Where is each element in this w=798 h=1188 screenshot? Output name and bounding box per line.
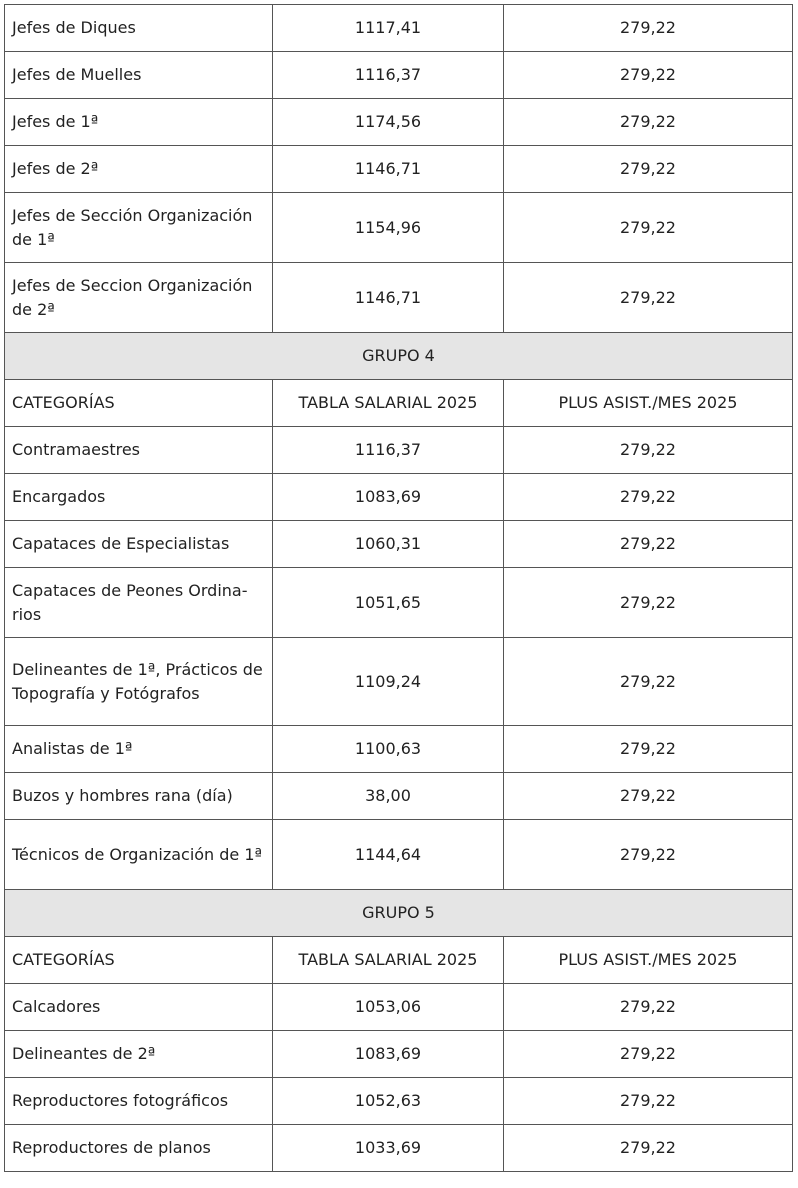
salary-cell: 1053,06	[273, 984, 504, 1031]
salary-cell: 1083,69	[273, 474, 504, 521]
plus-cell: 279,22	[504, 193, 793, 263]
category-cell: Delineantes de 1ª, Prácticos de Topografía y Fotógrafos	[5, 638, 273, 726]
category-cell: Capataces de Peones Ordina-rios	[5, 568, 273, 638]
plus-cell: 279,22	[504, 5, 793, 52]
group-4-column-headers	[5, 380, 793, 427]
category-cell: Jefes de 1ª	[5, 99, 273, 146]
salary-cell: 38,00	[273, 773, 504, 820]
category-cell: Calcadores	[5, 984, 273, 1031]
table-row	[5, 146, 793, 193]
salary-cell: 1116,37	[273, 427, 504, 474]
salary-cell: 1154,96	[273, 193, 504, 263]
plus-cell: 279,22	[504, 427, 793, 474]
salary-cell: 1146,71	[273, 263, 504, 333]
table-row	[5, 638, 793, 726]
category-cell: Jefes de Muelles	[5, 52, 273, 99]
category-cell: Jefes de Sección Organización de 1ª	[5, 193, 273, 263]
salary-cell: 1146,71	[273, 146, 504, 193]
plus-cell: 279,22	[504, 52, 793, 99]
category-cell: Reproductores de planos	[5, 1125, 273, 1172]
table-row	[5, 820, 793, 890]
salary-cell: 1109,24	[273, 638, 504, 726]
plus-cell: 279,22	[504, 474, 793, 521]
table-row	[5, 427, 793, 474]
salary-cell: 1144,64	[273, 820, 504, 890]
plus-cell: 279,22	[504, 1125, 793, 1172]
table-row	[5, 474, 793, 521]
table-row	[5, 521, 793, 568]
salary-cell: 1052,63	[273, 1078, 504, 1125]
column-header-plus: PLUS ASIST./MES 2025	[504, 937, 793, 984]
plus-cell: 279,22	[504, 568, 793, 638]
column-header-salary: TABLA SALARIAL 2025	[273, 380, 504, 427]
category-cell: Jefes de 2ª	[5, 146, 273, 193]
table-row	[5, 193, 793, 263]
salary-cell: 1174,56	[273, 99, 504, 146]
plus-cell: 279,22	[504, 1031, 793, 1078]
group-4-header-row	[5, 333, 793, 380]
column-header-categories: CATEGORÍAS	[5, 380, 273, 427]
column-header-salary: TABLA SALARIAL 2025	[273, 937, 504, 984]
category-cell: Reproductores fotográficos	[5, 1078, 273, 1125]
category-cell: Contramaestres	[5, 427, 273, 474]
table-row	[5, 984, 793, 1031]
table-row	[5, 726, 793, 773]
category-cell: Técnicos de Organización de 1ª	[5, 820, 273, 890]
table-row	[5, 263, 793, 333]
table-row	[5, 1078, 793, 1125]
group-4-title: GRUPO 4	[5, 333, 793, 380]
category-cell: Delineantes de 2ª	[5, 1031, 273, 1078]
plus-cell: 279,22	[504, 521, 793, 568]
table-row	[5, 5, 793, 52]
table-row	[5, 568, 793, 638]
group-5-header-row	[5, 890, 793, 937]
table-row	[5, 773, 793, 820]
plus-cell: 279,22	[504, 1078, 793, 1125]
plus-cell: 279,22	[504, 773, 793, 820]
plus-cell: 279,22	[504, 820, 793, 890]
table-row	[5, 1125, 793, 1172]
column-header-categories: CATEGORÍAS	[5, 937, 273, 984]
group-5-title: GRUPO 5	[5, 890, 793, 937]
salary-cell: 1116,37	[273, 52, 504, 99]
salary-table	[4, 4, 793, 1172]
salary-cell: 1051,65	[273, 568, 504, 638]
category-cell: Jefes de Diques	[5, 5, 273, 52]
salary-cell: 1117,41	[273, 5, 504, 52]
table-row	[5, 99, 793, 146]
plus-cell: 279,22	[504, 638, 793, 726]
salary-cell: 1083,69	[273, 1031, 504, 1078]
plus-cell: 279,22	[504, 146, 793, 193]
category-cell: Encargados	[5, 474, 273, 521]
category-cell: Capataces de Especialistas	[5, 521, 273, 568]
category-cell: Buzos y hombres rana (día)	[5, 773, 273, 820]
plus-cell: 279,22	[504, 984, 793, 1031]
table-row	[5, 52, 793, 99]
salary-cell: 1100,63	[273, 726, 504, 773]
salary-cell: 1033,69	[273, 1125, 504, 1172]
salary-cell: 1060,31	[273, 521, 504, 568]
plus-cell: 279,22	[504, 263, 793, 333]
plus-cell: 279,22	[504, 99, 793, 146]
group-5-column-headers	[5, 937, 793, 984]
column-header-plus: PLUS ASIST./MES 2025	[504, 380, 793, 427]
table-row	[5, 1031, 793, 1078]
category-cell: Analistas de 1ª	[5, 726, 273, 773]
plus-cell: 279,22	[504, 726, 793, 773]
category-cell: Jefes de Seccion Organización de 2ª	[5, 263, 273, 333]
